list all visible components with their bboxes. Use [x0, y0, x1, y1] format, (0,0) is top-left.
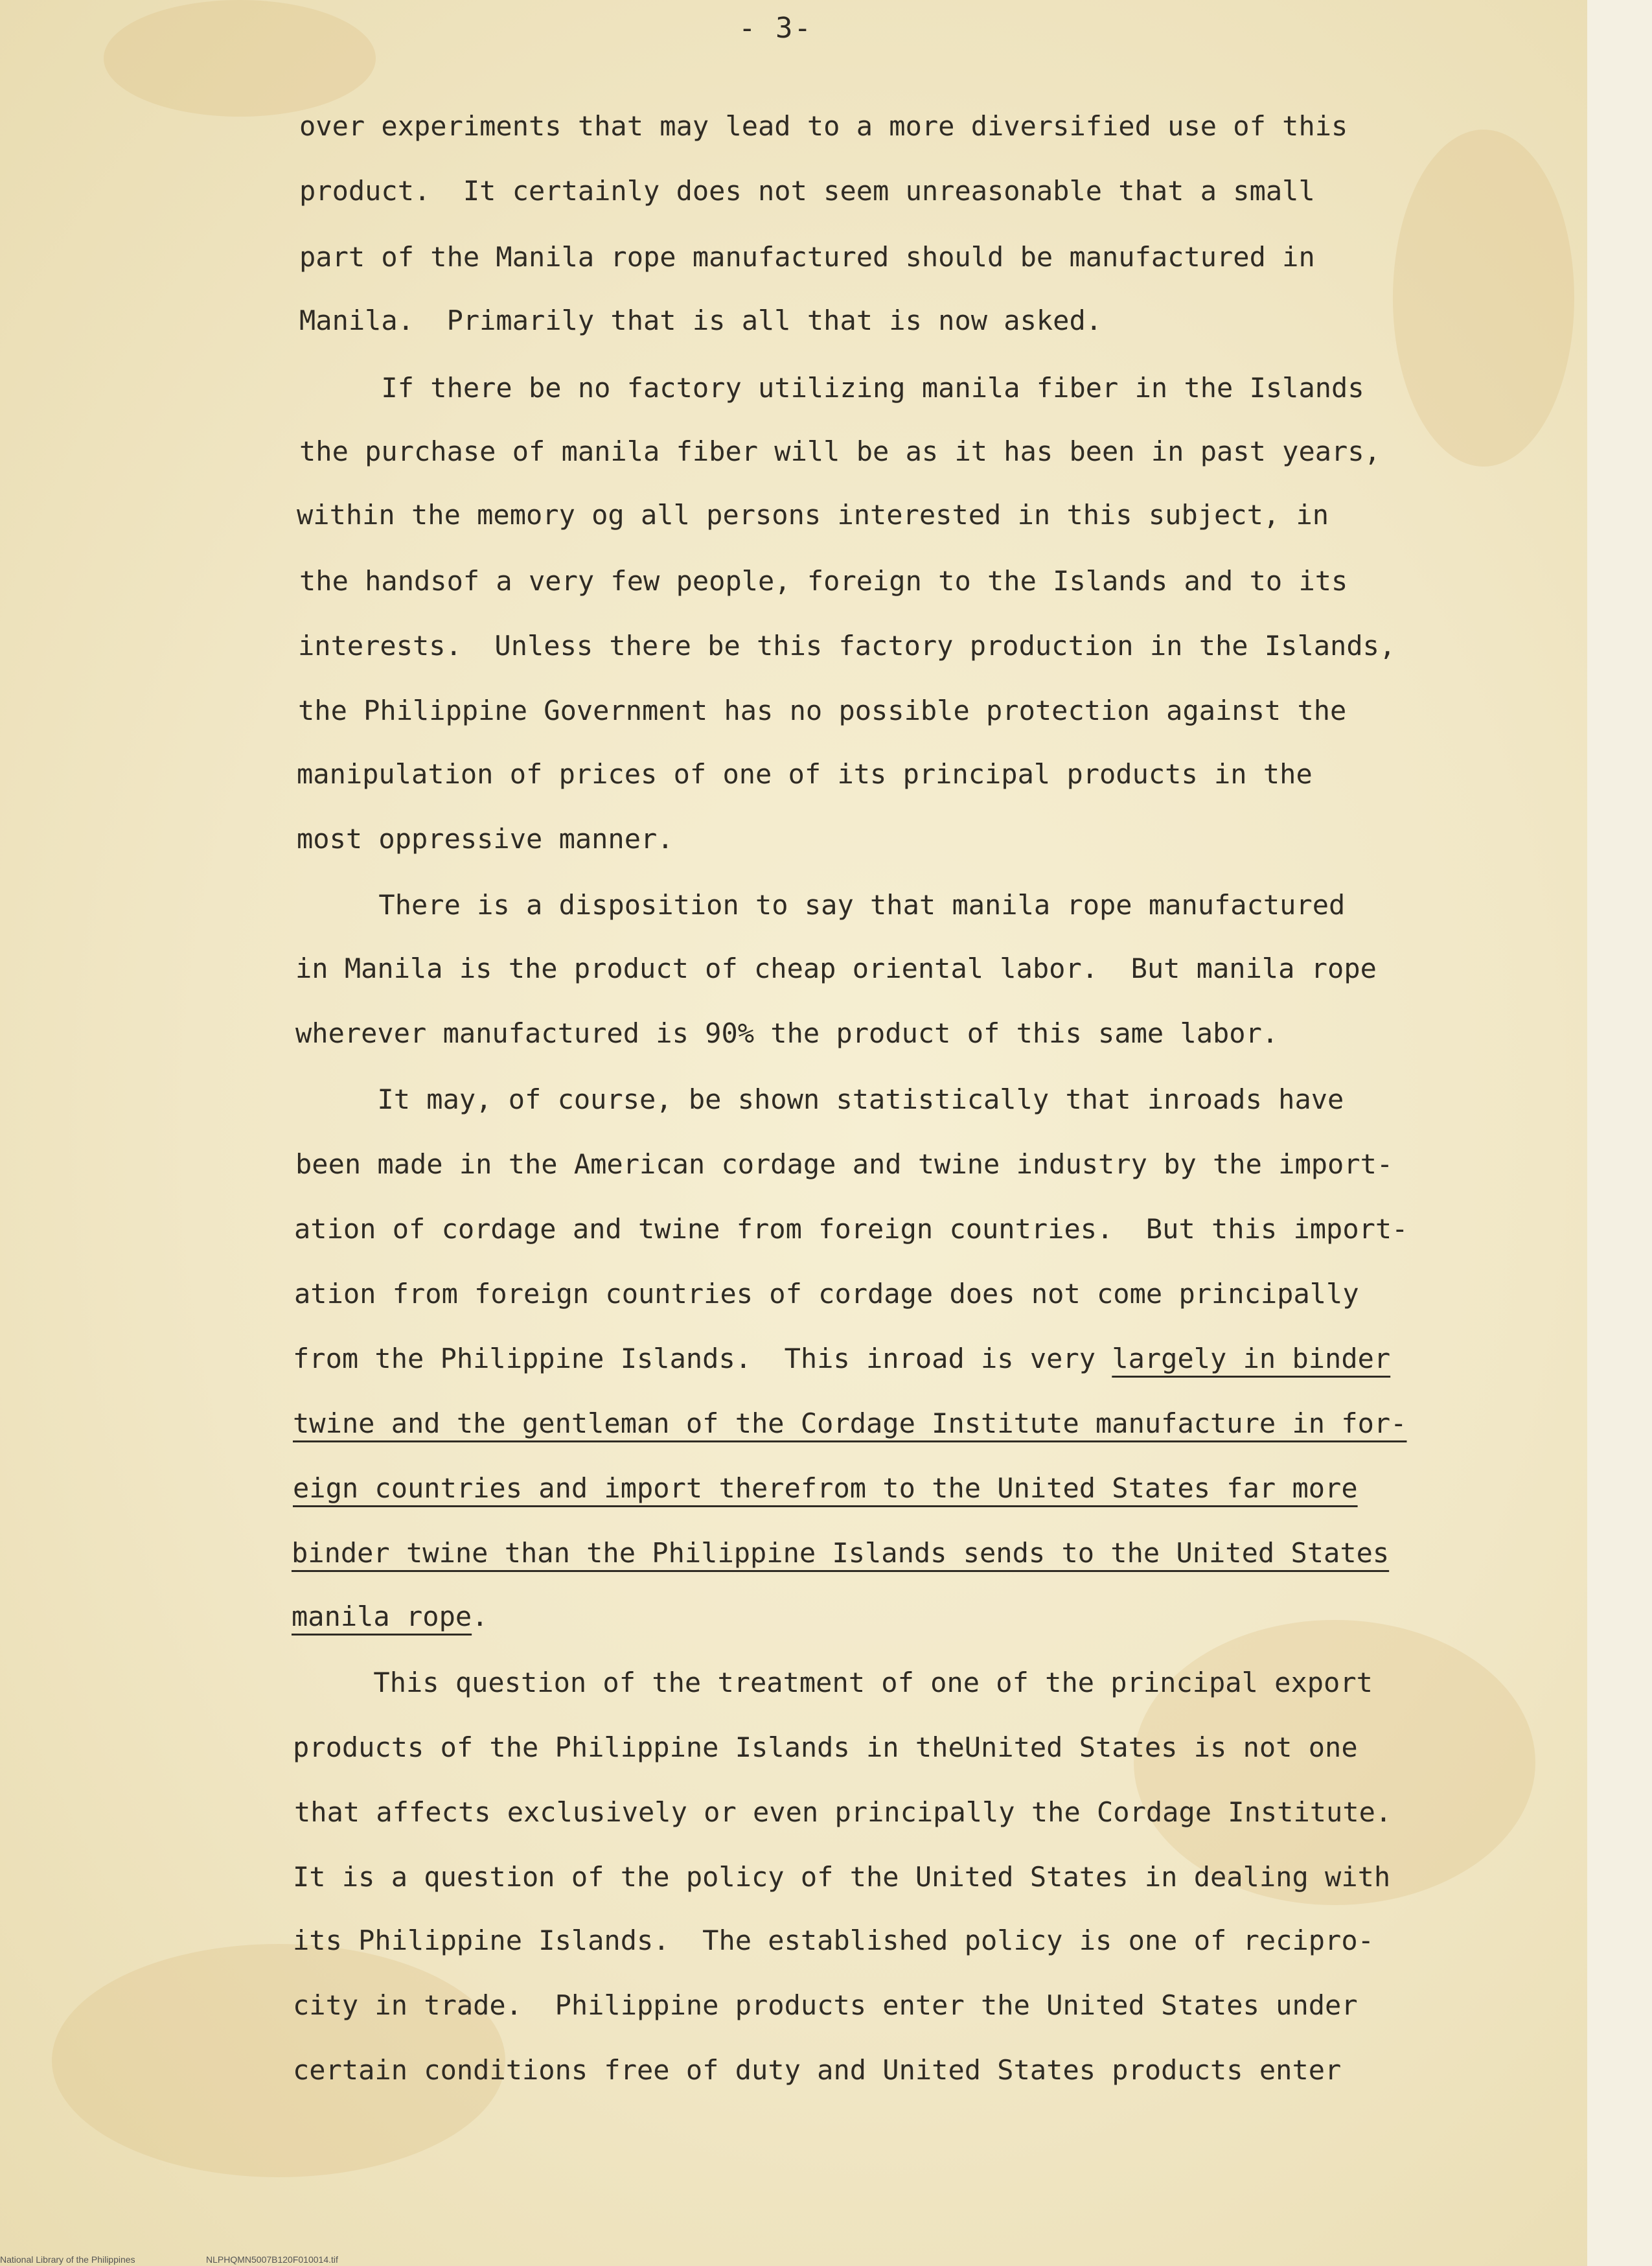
text-line: There is a disposition to say that manila rope manufactured	[297, 889, 1346, 921]
text-line: its Philippine Islands. The established policy is one of recipro-	[293, 1925, 1374, 1956]
text-line: If there be no factory utilizing manila fiber in the Islands	[299, 372, 1364, 404]
underlined-text-line: binder twine than the Philippine Islands sends to the United States	[292, 1537, 1390, 1569]
scan-margin	[1587, 0, 1652, 2266]
text-line: been made in the American cordage and twine industry by the import-	[295, 1148, 1394, 1180]
text-line: product. It certainly does not seem unreasonable that a small	[299, 175, 1315, 207]
text-line: ation from foreign countries of cordage does not come principally	[294, 1278, 1359, 1310]
underlined-text: manila rope	[292, 1601, 472, 1632]
text-line: the Philippine Government has no possible protection against the	[298, 695, 1347, 726]
text-line: products of the Philippine Islands in theUnited States is not one	[293, 1731, 1358, 1763]
text-line: certain conditions free of duty and United States products enter	[293, 2054, 1342, 2086]
underlined-text-line: eign countries and import therefrom to the United States far more	[293, 1472, 1358, 1504]
text-line: This question of the treatment of one of the principal export	[292, 1667, 1373, 1698]
underlined-text: largely in binder	[1112, 1343, 1391, 1374]
text-line: It may, of course, be shown statistically that inroads have	[295, 1083, 1344, 1115]
text-line: city in trade. Philippine products enter the United States under	[293, 1989, 1358, 2021]
text-line: the purchase of manila fiber will be as it has been in past years,	[299, 435, 1381, 467]
page-number: - 3-	[739, 12, 812, 45]
text-line	[292, 1601, 488, 1633]
text-line: that affects exclusively or even principally the Cordage Institute.	[294, 1796, 1392, 1828]
text-line: interests. Unless there be this factory production in the Islands,	[298, 630, 1396, 662]
underlined-text-line: twine and the gentleman of the Cordage Institute manufacture in for-	[293, 1407, 1407, 1439]
archive-footer-label: National Library of the Philippines	[0, 2254, 135, 2265]
text-line: part of the Manila rope manufactured should be manufactured in	[299, 241, 1315, 273]
text-line: in Manila is the product of cheap oriental labor. But manila rope	[295, 953, 1377, 984]
text-line: manipulation of prices of one of its principal products in the	[297, 758, 1313, 790]
text-line: ation of cordage and twine from foreign countries. But this import-	[294, 1213, 1408, 1245]
text-line: It is a question of the policy of the United States in dealing with	[293, 1861, 1391, 1893]
text-line: over experiments that may lead to a more diversified use of this	[299, 110, 1348, 142]
archive-file-name: NLPHQMN5007B120F010014.tif	[206, 2254, 338, 2265]
text-line: the handsof a very few people, foreign to the Islands and to its	[299, 565, 1348, 597]
text-line: Manila. Primarily that is all that is now asked.	[299, 305, 1103, 336]
text-line: wherever manufactured is 90% the product of this same labor.	[295, 1017, 1279, 1049]
text-segment: .	[472, 1601, 488, 1632]
text-line	[293, 1343, 1390, 1375]
text-segment: from the Philippine Islands. This inroad is very	[293, 1343, 1112, 1374]
text-line: most oppressive manner.	[297, 823, 674, 855]
text-line: within the memory og all persons interested in this subject, in	[297, 499, 1329, 531]
